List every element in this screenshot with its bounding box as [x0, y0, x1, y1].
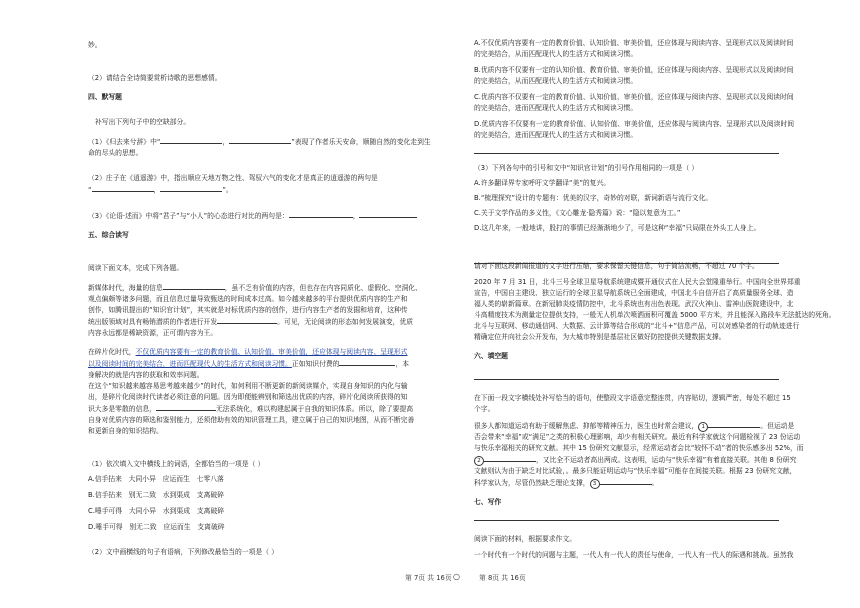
- section-heading: 五、综合读写: [88, 231, 129, 239]
- answer-blank[interactable]: [160, 136, 222, 144]
- passage-line: 观点偏颇等诸多问题，而且信息过量导致甄选的时间成本过高。如今越来越多的平台提供优质内容的生产和: [88, 295, 408, 303]
- answer-blank[interactable]: [339, 358, 395, 366]
- answer-blank[interactable]: [160, 184, 222, 192]
- passage-line: 2 ，又比全不运动者高出两成。这表明，运动与“快乐幸福”有着直接关联。其他 8 份研究: [474, 454, 774, 466]
- text-line: 妙。: [88, 41, 102, 49]
- question-line: （3）下列各句中的引号和文中“知识官计划”的引号作用相同的一项是（ ）: [474, 164, 699, 172]
- answer-blank[interactable]: [600, 477, 652, 485]
- option-a[interactable]: A.许多翻译界专家呼吁文学翻译“美”的复兴。: [474, 179, 611, 187]
- passage-line: 与快乐幸福相关的研究文献。其中 15 份研究文献显示，经常运动者会比“较怀不动”者的快乐感多出 52%，而: [474, 444, 804, 452]
- option-d[interactable]: D.这几年来，一般地讲，股打的事情已经渐渐地少了，可是这种“幸福”只局限在外头工人身上。: [474, 224, 761, 232]
- underlined-sentence: 以及阅读时间的完美结合，进而匹配现代人的生活方式和阅读习惯。: [88, 360, 292, 368]
- question-line: （3）《论语·述而》中将“君子”与“小人”的心态进行对比的两句是： ，: [88, 210, 428, 222]
- passage-line: 科学家认为，尽管仍然缺乏理论支撑， 3 。: [474, 479, 659, 487]
- passage-line: 宣告，中国自主建设、独立运行的全球卫星导航系统已全面建成，中国北斗自信开启了高质量服务全球、造: [474, 289, 794, 297]
- blank-number-3: 3: [590, 479, 600, 489]
- question-line: （2）文中画横线的句子有语病，下列修改最恰当的一项是（ ）: [88, 548, 278, 556]
- answer-blank[interactable]: [484, 454, 536, 462]
- instruction-line: 个字。: [474, 405, 495, 413]
- answer-blank[interactable]: [229, 136, 291, 144]
- instruction-line: 在下面一段文字横线处补写恰当的语句，使整段文字语意完整连贯，内容贴切，逻辑严密，每处不超过 15: [474, 394, 791, 402]
- section-heading: 七、写作: [474, 498, 502, 506]
- option-c[interactable]: C.唾手可得 大同小异 水到渠成 支离破碎: [88, 507, 225, 515]
- right-page-number: 第 8页 共 16页: [479, 574, 526, 582]
- passage-line: 文献则认为由于缺乏对比试验，。最多只能证明运动与“快乐幸福”可能存在间接关联。根据 23 份研究文献，: [474, 467, 797, 475]
- section-divider: [474, 379, 779, 380]
- passage-line: 斗高精度技术为测量定位提供支持，一般无人机单次喷洒面积可覆盖 5000 平方米，并且能深入路段车无法抵达的死角。: [474, 311, 836, 319]
- answer-blank[interactable]: [289, 210, 353, 218]
- left-page-number: 第 7页 共 16页: [405, 574, 452, 582]
- blank-number-1: 1: [698, 422, 708, 432]
- passage-line: 新媒体时代，海量的信息 ，虽不乏有价值的内容，但也存在内容同质化、虚假化、空洞化、: [88, 284, 422, 292]
- binding-mark: ○: [453, 572, 460, 581]
- blank-number-2: 2: [474, 456, 484, 466]
- answer-blank[interactable]: [217, 316, 277, 324]
- passage-line: 自身对优质内容的筛选和鉴别能力，还须借助有效的知识管理工具，建立属于自己的知识地图，从而不断完善: [88, 416, 415, 424]
- option-b-cont: 的完美结合，从而匹配现代人的生活方式和阅读习惯。: [474, 77, 638, 85]
- section-divider: [474, 520, 779, 521]
- answer-blank[interactable]: [163, 282, 225, 290]
- passage-line: 福人类的崭新篇章。在新冠肺炎疫情防控中，北斗系统也有出色表现。武汉火神山、雷神山医院建设中，北: [474, 300, 794, 308]
- answer-blank[interactable]: [156, 403, 216, 411]
- right-page: [474, 0, 836, 572]
- passage-line: 精确定位并向社会公开发布，为大城市特别是基层社区做好防控提供关键数据支撑。: [474, 333, 726, 341]
- passage-line: 否会带来“幸福”或“满足”之类的积极心理影响，却少有相关研究。最近有科学家就这个问题检视了 23 份运动: [474, 433, 801, 441]
- instruction-line: 阅读下面的材料，根据要求作文。: [474, 535, 576, 543]
- option-c[interactable]: C.优质内容不仅要有一定的教育价值、认知价值、审美价值，还应体现与阅读内容、呈现形式以及阅读时间: [474, 93, 794, 101]
- question-line: （2）庄子在《逍遥游》中，指出顺应天地万物之性、驾驭六气的变化才是真正的逍遥游的两句是: [88, 174, 378, 182]
- option-a-cont: 的完美结合，从而匹配现代人的生活方式和阅读习惯。: [474, 50, 638, 58]
- question-line: “ ， ”。: [88, 186, 233, 194]
- left-page: [88, 0, 431, 572]
- passage-line: 很多人都知道运动有助于缓解焦虑、抑郁等精神压力，医生也时常会建议， 1 。但运动是: [474, 422, 795, 430]
- question-line: （1）依次填入文中横线上的词语，全都恰当的一项是（ ）: [88, 460, 265, 468]
- question-line: （1）《归去来兮辞》中“ ， ”表现了作者乐天安命，顺随自然的变化走到生: [88, 138, 431, 146]
- option-b[interactable]: B.优质内容不仅要有一定的认知价值、教育价值、审美价值，还应体现与阅读内容、呈现形式以及阅读时间: [474, 66, 794, 74]
- passage-line: 内容永远都是稀缺资源，正可谓内容为王。: [88, 329, 218, 337]
- section-divider: [474, 153, 779, 154]
- passage-line: 一个时代有一个时代的问题与主题，一代人有一代人的责任与使命，一代人有一代人的际遇和挑战。虽然我: [474, 551, 794, 559]
- passage-line: 出，是碎片化阅读时代读者必须注意的问题。因为即便能辨别和筛选出优质的内容，碎片化阅读所获得的知: [88, 393, 408, 401]
- passage-line: 和更新自身的知识结构。: [88, 427, 163, 435]
- answer-blank[interactable]: [359, 210, 417, 218]
- passage-line: 识大多是零散的信息， 无法系统化，难以构建起属于自我的知识体系。所以，除了要提高: [88, 405, 414, 413]
- section-divider: [474, 263, 779, 264]
- passage-line: 2020 年 7 月 31 日，北斗三号全球卫星导航系统建成暨开通仪式在人民大会堂隆重举行。中国向全世界郑重: [474, 278, 801, 286]
- option-a[interactable]: A.不仅优质内容要有一定的教育价值、认知价值、审美价值，还应体现与阅读内容、呈现形式以及阅读时间: [474, 39, 794, 47]
- option-d[interactable]: D.优质内容不仅要有一定的教育价值、认知价值、审美价值，还应体现与阅读内容、呈现形式以及阅读时间: [474, 120, 795, 128]
- option-d[interactable]: D.唾手可得 别无二致 应运而生 支离破碎: [88, 523, 225, 531]
- passage-line: 创作，如腾讯提出的“知识官计划”，其实就是对标优质内容的创作，进行内容生产者的发掘和培育，这种传: [88, 306, 408, 314]
- instruction-line: 阅读下面文本，完成下列各题。: [88, 264, 184, 272]
- question-line: （2）请结合全诗简要赏析诗歌的思想感情。: [88, 74, 222, 82]
- option-b[interactable]: B.信手拈来 别无二致 水到渠成 支离破碎: [88, 491, 224, 499]
- option-a[interactable]: A.信手拈来 大同小异 应运而生 七零八落: [88, 475, 224, 483]
- instruction-line: 补写出下列句子中的空缺部分。: [95, 118, 191, 126]
- passage-line: 统出版领域对具有畅销潜质的作者进行开发 。可见，无论阅读的形态如何发展演变，优质: [88, 318, 414, 326]
- section-heading: 六、填空题: [474, 352, 508, 360]
- text-line: 命的尽头的思想。: [88, 149, 143, 157]
- passage-line: 北斗与互联网、移动通信网、大数据、云计算等结合形成的“北斗+”信息产品，可以对感染者的行动轨迹进行: [474, 322, 800, 330]
- answer-blank[interactable]: [92, 184, 154, 192]
- passage-line: 在这个“知识越来越容易思考越来越少”的时代，如何利用不断更新的新阅读媒介，实现自身知识的内化与输: [88, 382, 408, 390]
- underlined-sentence: 不仅优质内容要有一定的教育价值、认知价值、审美价值，还应体现与阅读内容、呈现形式: [135, 348, 408, 356]
- option-b[interactable]: B.“梳理探究”设计的专题有：优美的汉字，奇妙的对联，新词新语与流行文化。: [474, 194, 713, 202]
- option-c[interactable]: C.关于文学作品的多义性，《文心雕龙·隐秀篇》说：“隐以复意为工。”: [474, 209, 681, 217]
- option-c-cont: 的完美结合，进而匹配现代人的生活方式和阅读习惯。: [474, 104, 638, 112]
- section-heading: 四、默写题: [88, 93, 122, 101]
- passage-line: 身解决的就是内容的获取和效率问题。: [88, 371, 204, 379]
- answer-blank[interactable]: [708, 420, 760, 428]
- instruction-line: 请对下面这段新闻报道的文字进行压缩，要求保留关键信息，句子简洁流畅，不超过 70 个字。: [474, 262, 759, 270]
- passage-line: 在碎片化时代，不仅优质内容要有一定的教育价值、认知价值、审美价值，还应体现与阅读内容、呈现形式: [88, 348, 408, 356]
- option-d-cont: 的完美结合，进而匹配现代人的生活方式和阅读习惯。: [474, 131, 638, 139]
- passage-line: 以及阅读时间的完美结合，进而匹配现代人的生活方式和阅读习惯。正如知识付费的 ，本: [88, 360, 410, 368]
